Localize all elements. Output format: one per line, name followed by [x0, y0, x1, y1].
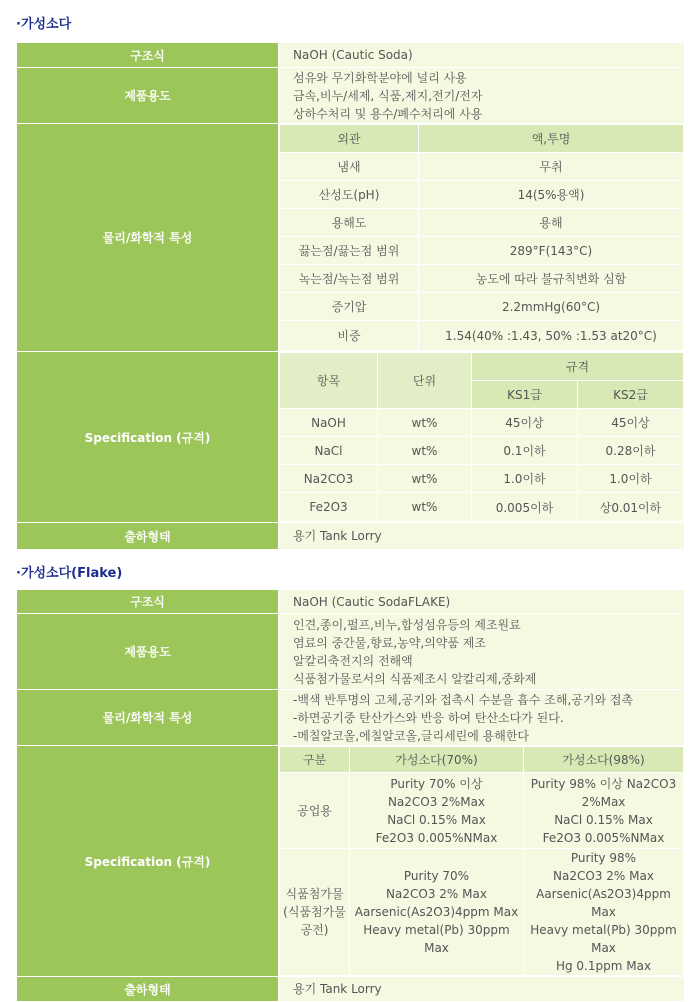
spec-line: Purity 98% 이상 Na2CO3 [530, 776, 677, 791]
spec-line: Heavy metal(Pb) 30ppm Max [363, 923, 510, 955]
table-row [280, 493, 684, 522]
spec-unit: wt% [378, 409, 472, 437]
spec-col-item: 항목 [280, 353, 378, 409]
usage-line: 염료의 중간물,향료,농약,의약품 제조 [293, 635, 486, 650]
property-line: -백색 반투명의 고체,공기와 접촉시 수분을 흡수 조해,공기와 접촉 [293, 692, 634, 707]
usage-line: 인견,종이,펄프,비누,합성섬유등의 제조원료 [293, 617, 521, 632]
spec-98-food [524, 849, 684, 976]
spec-ks2: 1.0이하 [578, 465, 684, 493]
shipping-label: 출하형태 [17, 977, 279, 1002]
caustic-soda-flake-table [16, 589, 685, 1002]
spec-ks2: 45이상 [578, 409, 684, 437]
property-value: 14(5%용액) [419, 181, 684, 209]
spec-line: NaCl 0.15% Max [387, 812, 486, 827]
spec-line: Hg 0.1ppm Max [555, 959, 652, 973]
spec-line: Purity 70% 이상 [390, 776, 483, 791]
spec-line: Aarsenic(As2O3)4ppm Max [354, 905, 519, 919]
spec-kind-industrial: 공업용 [280, 773, 350, 849]
spec-70-industrial [350, 773, 524, 849]
spec-table [279, 352, 684, 522]
usage-line: 섬유와 무기화학분야에 널리 사용 [293, 70, 467, 85]
usage-value [279, 68, 685, 124]
property-name: 끓는점/끓는점 범위 [280, 237, 419, 265]
spec-ks1: 0.005이하 [472, 493, 578, 522]
property-name: 용해도 [280, 209, 419, 237]
property-value: 농도에 따라 불규칙변화 심함 [419, 265, 684, 293]
spec-label: Specification (규격) [17, 746, 279, 977]
spec-line: 식품첨가물 [285, 887, 344, 901]
composition-label: 구조식 [17, 590, 279, 614]
property-name: 비중 [280, 321, 419, 351]
usage-label: 제품용도 [17, 614, 279, 690]
spec-col-unit: 단위 [378, 353, 472, 409]
spec-item: Na2CO3 [280, 465, 378, 493]
spec-ks1: 1.0이하 [472, 465, 578, 493]
usage-label: 제품용도 [17, 68, 279, 124]
composition-label: 구조식 [17, 43, 279, 68]
composition-value: NaOH (Cautic Soda) [279, 43, 685, 68]
spec-line: NaCl 0.15% Max [554, 812, 653, 827]
spec-item: NaCl [280, 437, 378, 465]
spec-col-spec: 규격 [472, 353, 684, 381]
spec-label: Specification (규격) [17, 352, 279, 523]
property-value: 1.54(40% :1.43, 50% :1.53 at20°C) [419, 321, 684, 351]
spec-ks2: 0.28이하 [578, 437, 684, 465]
spec-unit: wt% [378, 437, 472, 465]
spec-line: Na2CO3 2% Max [553, 869, 654, 883]
spec-col-kind: 구분 [280, 747, 350, 773]
spec-line: Heavy metal(Pb) 30ppm Max [530, 923, 677, 955]
property-value: 액,투명 [419, 125, 684, 153]
spec-kind-food [280, 849, 350, 976]
property-name: 산성도(pH) [280, 181, 419, 209]
property-name: 냄새 [280, 153, 419, 181]
usage-line: 상하수처리 및 용수/폐수처리에 사용 [293, 106, 483, 121]
properties-label: 물리/화학적 특성 [17, 690, 279, 746]
properties-table [279, 124, 684, 351]
spec-line: (식품첨가물 [283, 905, 346, 919]
spec-ks2: 상0.01이하 [578, 493, 684, 522]
spec-col-ks2: KS2급 [578, 381, 684, 409]
spec-item: Fe2O3 [280, 493, 378, 522]
property-value: 2.2mmHg(60°C) [419, 293, 684, 321]
properties-table-cell [279, 124, 685, 352]
spec-col-70: 가성소다(70%) [350, 747, 524, 773]
property-name: 외관 [280, 125, 419, 153]
property-name: 증기압 [280, 293, 419, 321]
spec-table-cell [279, 746, 685, 977]
table-row [280, 849, 684, 976]
table-row [280, 465, 684, 493]
shipping-value: 용기 Tank Lorry [279, 523, 685, 550]
properties-label: 물리/화학적 특성 [17, 124, 279, 352]
spec-line: Fe2O3 0.005%NMax [542, 830, 665, 845]
usage-line: 금속,비누/세제, 식품,제지,전기/전자 [293, 88, 483, 103]
section-title-caustic-soda-flake: ·가성소다(Flake) [16, 566, 123, 581]
shipping-label: 출하형태 [17, 523, 279, 550]
spec-table [279, 746, 684, 976]
usage-value [279, 614, 685, 690]
usage-line: 식품첨가물로서의 식품제조시 알칼리제,중화제 [293, 671, 537, 686]
table-row [280, 773, 684, 849]
spec-col-ks1: KS1급 [472, 381, 578, 409]
table-row [280, 437, 684, 465]
property-line: -메칠알코올,에칠알코올,글리세린에 용해한다 [293, 728, 530, 743]
spec-98-industrial [524, 773, 684, 849]
property-value: 무취 [419, 153, 684, 181]
property-value: 용해 [419, 209, 684, 237]
spec-item: NaOH [280, 409, 378, 437]
property-line: -하면공기중 탄산가스와 반응 하여 탄산소다가 된다. [293, 710, 564, 725]
property-value: 289°F(143°C) [419, 237, 684, 265]
spec-line: Aarsenic(As2O3)4ppm Max [536, 887, 671, 919]
spec-unit: wt% [378, 493, 472, 522]
composition-value: NaOH (Cautic SodaFLAKE) [279, 590, 685, 614]
shipping-value: 용기 Tank Lorry [279, 977, 685, 1002]
caustic-soda-table [16, 42, 685, 550]
spec-ks1: 0.1이하 [472, 437, 578, 465]
spec-70-food [350, 849, 524, 976]
section-title-caustic-soda: ·가성소다 [16, 17, 72, 32]
spec-line: 공전) [300, 923, 329, 937]
properties-value [279, 690, 685, 746]
spec-line: Na2CO3 2%Max [387, 794, 486, 809]
spec-line: Purity 70% [403, 869, 470, 883]
spec-ks1: 45이상 [472, 409, 578, 437]
spec-line: Na2CO3 2% Max [386, 887, 487, 901]
spec-line: Purity 98% [570, 851, 637, 865]
spec-line: Fe2O3 0.005%NMax [375, 830, 498, 845]
property-name: 녹는점/녹는점 범위 [280, 265, 419, 293]
usage-line: 알칼리축전지의 전해액 [293, 653, 413, 668]
spec-table-cell [279, 352, 685, 523]
spec-line: 2%Max [581, 794, 626, 809]
spec-col-98: 가성소다(98%) [524, 747, 684, 773]
spec-unit: wt% [378, 465, 472, 493]
table-row [280, 409, 684, 437]
